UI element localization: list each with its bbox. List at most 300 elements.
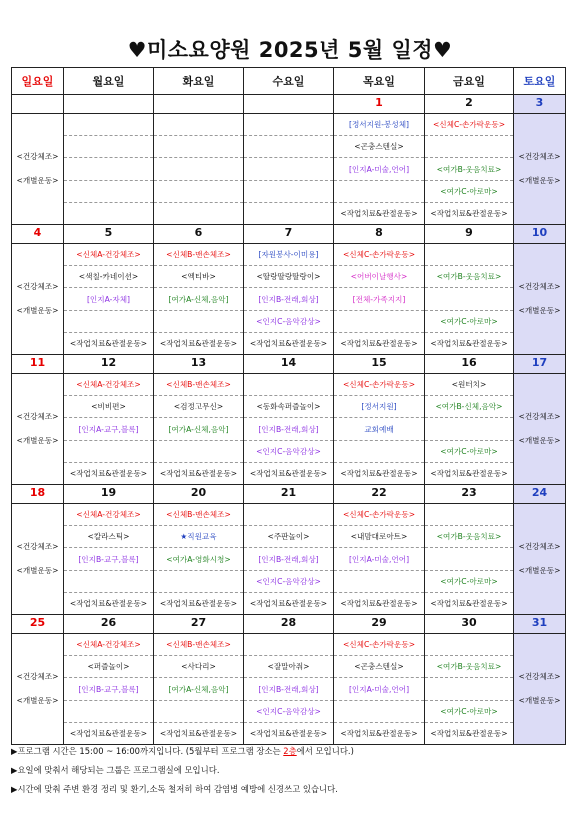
saturday-program: <개별운동> bbox=[518, 566, 561, 575]
week-program-row bbox=[12, 244, 566, 355]
program-list bbox=[244, 504, 333, 614]
program-slot bbox=[64, 441, 153, 463]
program-item: <여가C-아로마> bbox=[440, 706, 498, 716]
note-1-text-end: 에서 모입니다.) bbox=[296, 746, 354, 756]
program-item: [정서지원-봉성체] bbox=[348, 120, 409, 130]
program-slot bbox=[244, 181, 333, 203]
program-list bbox=[64, 504, 153, 614]
program-item: <작업치료&관절운동> bbox=[159, 598, 238, 608]
program-slot bbox=[64, 396, 153, 418]
program-slot bbox=[154, 441, 243, 463]
week-date-row bbox=[12, 485, 566, 504]
program-list bbox=[425, 244, 513, 354]
program-item: <작업치료&관절운동> bbox=[430, 338, 508, 348]
day-programs bbox=[244, 634, 334, 745]
program-slot bbox=[154, 504, 243, 526]
program-item: <동화속퍼즐놀이> bbox=[256, 402, 321, 412]
program-slot bbox=[64, 203, 153, 224]
program-slot bbox=[425, 266, 513, 288]
program-item: <작업치료&관절운동> bbox=[159, 728, 238, 738]
program-list bbox=[64, 374, 153, 484]
program-slot bbox=[334, 701, 424, 723]
sunday-programs bbox=[12, 634, 64, 745]
date-number: 4 bbox=[12, 225, 64, 244]
day-programs bbox=[425, 634, 514, 745]
program-slot bbox=[334, 244, 424, 266]
date-number: 31 bbox=[514, 615, 566, 634]
program-item: <인지C-음악감상> bbox=[256, 576, 321, 586]
program-item: <신체C-손가락운동> bbox=[342, 640, 416, 650]
program-slot bbox=[425, 244, 513, 266]
date-number: 30 bbox=[425, 615, 514, 634]
program-item: [인지A-미술,언어] bbox=[348, 684, 410, 694]
program-item: <신체B-맨손체조> bbox=[166, 380, 231, 390]
program-slot bbox=[64, 701, 153, 723]
program-item: <여가A-영화시청> bbox=[166, 554, 231, 564]
program-slot bbox=[425, 158, 513, 180]
program-item: [인지B-교구,블록] bbox=[78, 554, 139, 564]
saturday-program: <개별운동> bbox=[518, 696, 561, 705]
saturday-programs bbox=[514, 244, 566, 355]
saturday-program: <건강체조> bbox=[518, 672, 561, 681]
program-slot bbox=[425, 634, 513, 656]
weekday-saturday: 토요일 bbox=[514, 68, 566, 95]
program-slot bbox=[154, 158, 243, 180]
saturday-program: <건강체조> bbox=[518, 542, 561, 551]
program-item: <신체C-손가락운동> bbox=[432, 120, 506, 130]
program-slot bbox=[425, 136, 513, 158]
program-item: <여가B-웃음치료> bbox=[436, 164, 502, 174]
program-slot bbox=[425, 374, 513, 396]
program-slot bbox=[334, 136, 424, 158]
program-slot bbox=[154, 288, 243, 310]
program-slot bbox=[244, 114, 333, 136]
saturday-programs bbox=[514, 504, 566, 615]
program-item: <여가C-아로마> bbox=[440, 446, 498, 456]
program-slot bbox=[425, 571, 513, 593]
sunday-program-list bbox=[12, 504, 63, 614]
program-item: <색칠-카네이션> bbox=[78, 272, 139, 282]
program-slot bbox=[244, 571, 333, 593]
week-date-row bbox=[12, 225, 566, 244]
weekday-wednesday: 수요일 bbox=[244, 68, 334, 95]
note-line-1 bbox=[11, 742, 571, 761]
program-slot bbox=[334, 463, 424, 484]
date-number: 26 bbox=[64, 615, 154, 634]
sunday-programs bbox=[12, 374, 64, 485]
program-item: <작업치료&관절운동> bbox=[69, 598, 148, 608]
date-number: 21 bbox=[244, 485, 334, 504]
program-slot bbox=[425, 203, 513, 224]
program-list bbox=[154, 504, 243, 614]
day-programs bbox=[244, 244, 334, 355]
program-item: <신체A-건강체조> bbox=[76, 640, 141, 650]
note-1-text: ▶프로그램 시간은 15:00 ~ 16:00까지입니다. (5월부터 프로그램 장소는 bbox=[11, 746, 284, 756]
day-programs bbox=[425, 114, 514, 225]
program-item: 교회예배 bbox=[364, 424, 394, 434]
program-slot bbox=[154, 723, 243, 744]
date-number: 15 bbox=[334, 355, 425, 374]
program-slot bbox=[154, 593, 243, 614]
program-item: <엑티바> bbox=[181, 272, 216, 282]
sunday-program: <개별운동> bbox=[16, 306, 59, 315]
saturday-program-list bbox=[514, 634, 565, 744]
program-item: <신체B-맨손체조> bbox=[166, 250, 231, 260]
date-number: 2 bbox=[425, 95, 514, 114]
date-number: 20 bbox=[154, 485, 244, 504]
saturday-programs bbox=[514, 114, 566, 225]
program-item: [여가A-신체,음악] bbox=[168, 294, 229, 304]
program-slot bbox=[425, 114, 513, 136]
program-item: [인지B-전래,회상] bbox=[258, 554, 319, 564]
date-number bbox=[244, 95, 334, 114]
program-slot bbox=[244, 463, 333, 484]
program-slot bbox=[154, 311, 243, 333]
program-item: <작업치료&관절운동> bbox=[159, 338, 238, 348]
program-slot bbox=[334, 441, 424, 463]
sunday-programs bbox=[12, 114, 64, 225]
program-item: [인지A-자체] bbox=[86, 294, 131, 304]
date-number: 17 bbox=[514, 355, 566, 374]
day-programs bbox=[425, 504, 514, 615]
program-slot bbox=[425, 723, 513, 744]
day-programs bbox=[334, 244, 425, 355]
weekday-monday: 월요일 bbox=[64, 68, 154, 95]
program-slot bbox=[334, 181, 424, 203]
weekday-sunday: 일요일 bbox=[12, 68, 64, 95]
program-slot bbox=[244, 136, 333, 158]
program-slot bbox=[334, 548, 424, 570]
program-slot bbox=[154, 266, 243, 288]
day-programs bbox=[64, 114, 154, 225]
saturday-program: <건강체조> bbox=[518, 152, 561, 161]
saturday-program: <건강체조> bbox=[518, 412, 561, 421]
date-number: 6 bbox=[154, 225, 244, 244]
program-slot bbox=[334, 374, 424, 396]
day-programs bbox=[334, 504, 425, 615]
program-list bbox=[334, 114, 424, 224]
program-item: <작업치료&관절운동> bbox=[159, 468, 238, 478]
date-number: 8 bbox=[334, 225, 425, 244]
program-slot bbox=[425, 333, 513, 354]
program-item: <딸랑딸랑딸랑이> bbox=[256, 272, 321, 282]
date-number: 29 bbox=[334, 615, 425, 634]
program-slot bbox=[425, 678, 513, 700]
date-number bbox=[12, 95, 64, 114]
program-item: <신체A-건강체조> bbox=[76, 510, 141, 520]
program-list bbox=[64, 634, 153, 744]
date-number: 7 bbox=[244, 225, 334, 244]
program-item: <주판놀이> bbox=[267, 532, 310, 542]
week-program-row bbox=[12, 114, 566, 225]
program-slot bbox=[154, 181, 243, 203]
date-number: 10 bbox=[514, 225, 566, 244]
date-number: 16 bbox=[425, 355, 514, 374]
program-slot bbox=[425, 418, 513, 440]
program-slot bbox=[244, 288, 333, 310]
program-slot bbox=[334, 526, 424, 548]
day-programs bbox=[64, 244, 154, 355]
program-item: <인지C-음악감상> bbox=[256, 706, 321, 716]
program-slot bbox=[334, 634, 424, 656]
sunday-program: <개별운동> bbox=[16, 566, 59, 575]
program-slot bbox=[154, 136, 243, 158]
date-number: 18 bbox=[12, 485, 64, 504]
program-slot bbox=[244, 333, 333, 354]
day-programs bbox=[425, 374, 514, 485]
day-programs bbox=[334, 374, 425, 485]
program-slot bbox=[425, 396, 513, 418]
date-number bbox=[64, 95, 154, 114]
sunday-program-list bbox=[12, 634, 63, 744]
day-programs bbox=[334, 114, 425, 225]
program-item: <작업치료&관절운동> bbox=[340, 208, 418, 218]
program-item: <작업치료&관절운동> bbox=[69, 728, 148, 738]
program-slot bbox=[64, 374, 153, 396]
program-slot bbox=[244, 158, 333, 180]
saturday-program: <개별운동> bbox=[518, 306, 561, 315]
program-item: <작업치료&관절운동> bbox=[249, 598, 328, 608]
program-slot bbox=[64, 463, 153, 484]
day-programs bbox=[154, 634, 244, 745]
date-number: 11 bbox=[12, 355, 64, 374]
program-slot bbox=[244, 374, 333, 396]
saturday-program: <건강체조> bbox=[518, 282, 561, 291]
program-list bbox=[244, 374, 333, 484]
program-slot bbox=[64, 526, 153, 548]
saturday-program: <개별운동> bbox=[518, 436, 561, 445]
program-slot bbox=[244, 266, 333, 288]
program-slot bbox=[244, 418, 333, 440]
program-item: <원터치> bbox=[451, 380, 487, 390]
program-item: <여가B-웃음치료> bbox=[436, 662, 502, 672]
weekday-tuesday: 화요일 bbox=[154, 68, 244, 95]
program-list bbox=[425, 634, 513, 744]
program-slot bbox=[64, 656, 153, 678]
program-item: [여가A-신체,음악] bbox=[168, 424, 229, 434]
program-list bbox=[425, 374, 513, 484]
sunday-program: <개별운동> bbox=[16, 436, 59, 445]
program-slot bbox=[425, 504, 513, 526]
program-slot bbox=[334, 311, 424, 333]
program-slot bbox=[244, 441, 333, 463]
program-slot bbox=[425, 548, 513, 570]
program-slot bbox=[334, 333, 424, 354]
program-slot bbox=[64, 548, 153, 570]
program-item: <작업치료&관절운동> bbox=[340, 468, 418, 478]
program-item: <작업치료&관절운동> bbox=[430, 208, 508, 218]
sunday-program: <건강체조> bbox=[16, 152, 59, 161]
date-number: 27 bbox=[154, 615, 244, 634]
date-number: 19 bbox=[64, 485, 154, 504]
program-slot bbox=[64, 136, 153, 158]
program-slot bbox=[154, 571, 243, 593]
program-list bbox=[425, 504, 513, 614]
program-list bbox=[244, 114, 333, 224]
sunday-programs bbox=[12, 504, 64, 615]
program-list bbox=[334, 374, 424, 484]
program-item: <신체B-맨손체조> bbox=[166, 510, 231, 520]
program-slot bbox=[425, 463, 513, 484]
program-item: <작업치료&관절운동> bbox=[249, 468, 328, 478]
date-number: 14 bbox=[244, 355, 334, 374]
calendar-table bbox=[11, 67, 566, 745]
date-number: 13 bbox=[154, 355, 244, 374]
program-slot bbox=[64, 114, 153, 136]
week-program-row bbox=[12, 374, 566, 485]
program-slot bbox=[244, 656, 333, 678]
program-list bbox=[64, 114, 153, 224]
program-list bbox=[154, 244, 243, 354]
program-slot bbox=[154, 374, 243, 396]
date-number: 24 bbox=[514, 485, 566, 504]
program-slot bbox=[425, 701, 513, 723]
program-slot bbox=[154, 333, 243, 354]
program-item: [인지B-전래,회상] bbox=[258, 684, 319, 694]
program-item: [인지A-교구,블록] bbox=[78, 424, 139, 434]
program-item: [인지B-전래,회상] bbox=[258, 294, 319, 304]
program-item: <칼라스틱> bbox=[87, 532, 130, 542]
sunday-program-list bbox=[12, 244, 63, 354]
day-programs bbox=[244, 114, 334, 225]
program-item: <작업치료&관절운동> bbox=[340, 728, 418, 738]
program-slot bbox=[244, 244, 333, 266]
week-date-row bbox=[12, 615, 566, 634]
program-slot bbox=[244, 678, 333, 700]
program-slot bbox=[425, 526, 513, 548]
program-item: <신체A-건강체조> bbox=[76, 250, 141, 260]
program-list bbox=[334, 634, 424, 744]
program-slot bbox=[154, 463, 243, 484]
note-1-highlight: 2층 bbox=[283, 746, 297, 756]
program-slot bbox=[244, 548, 333, 570]
program-slot bbox=[154, 203, 243, 224]
program-list bbox=[154, 114, 243, 224]
program-item: <곤충스텐실> bbox=[354, 662, 404, 672]
sunday-program-list bbox=[12, 114, 63, 224]
program-slot bbox=[244, 396, 333, 418]
program-item: [인지A-미술,언어] bbox=[348, 554, 410, 564]
program-slot bbox=[154, 634, 243, 656]
program-slot bbox=[154, 656, 243, 678]
program-item: <인지C-음악감상> bbox=[256, 316, 321, 326]
program-slot bbox=[154, 114, 243, 136]
program-item: <여가B-웃음치료> bbox=[436, 532, 502, 542]
program-item: <작업치료&관절운동> bbox=[69, 468, 148, 478]
program-item: [인지B-교구,블록] bbox=[78, 684, 139, 694]
program-slot bbox=[64, 634, 153, 656]
program-list bbox=[154, 374, 243, 484]
note-line-3: ▶시간에 맞춰 주변 환경 정리 및 환기,소독 철저히 하여 감염병 예방에 신경쓰고 있습니다. bbox=[11, 784, 338, 794]
weekday-thursday: 목요일 bbox=[334, 68, 425, 95]
program-item: [여가A-신체,음악] bbox=[168, 684, 229, 694]
program-slot bbox=[64, 311, 153, 333]
sunday-program: <건강체조> bbox=[16, 282, 59, 291]
saturday-program-list bbox=[514, 504, 565, 614]
week-program-row bbox=[12, 504, 566, 615]
date-number: 25 bbox=[12, 615, 64, 634]
program-item: ★직원교육 bbox=[180, 532, 217, 542]
weekday-friday: 금요일 bbox=[425, 68, 514, 95]
program-slot bbox=[244, 593, 333, 614]
page-title: ♥미소요양원 2025년 5월 일정♥ bbox=[127, 38, 453, 62]
program-item: <인지C-음악감상> bbox=[256, 446, 321, 456]
program-slot bbox=[64, 593, 153, 614]
day-programs bbox=[64, 504, 154, 615]
program-slot bbox=[154, 396, 243, 418]
day-programs bbox=[425, 244, 514, 355]
sunday-program: <건강체조> bbox=[16, 672, 59, 681]
saturday-program-list bbox=[514, 374, 565, 484]
program-item: <사다리> bbox=[181, 662, 216, 672]
program-slot bbox=[425, 181, 513, 203]
sunday-programs bbox=[12, 244, 64, 355]
program-slot bbox=[154, 678, 243, 700]
program-item: <여가C-아로마> bbox=[440, 186, 498, 196]
program-slot bbox=[154, 548, 243, 570]
program-slot bbox=[64, 158, 153, 180]
program-slot bbox=[334, 266, 424, 288]
program-item: <신체B-맨손체조> bbox=[166, 640, 231, 650]
saturday-program-list bbox=[514, 244, 565, 354]
program-item: [전체-가족지지] bbox=[352, 294, 406, 304]
program-item: <여가B-웃음치료> bbox=[436, 272, 502, 282]
program-slot bbox=[64, 571, 153, 593]
date-number: 3 bbox=[514, 95, 566, 114]
sunday-program: <개별운동> bbox=[16, 696, 59, 705]
program-slot bbox=[64, 723, 153, 744]
day-programs bbox=[154, 244, 244, 355]
sunday-program: <개별운동> bbox=[16, 176, 59, 185]
program-list bbox=[64, 244, 153, 354]
program-item: <잘말아줘> bbox=[267, 662, 310, 672]
date-number: 23 bbox=[425, 485, 514, 504]
program-slot bbox=[425, 656, 513, 678]
date-number: 5 bbox=[64, 225, 154, 244]
program-item: <작업치료&관절운동> bbox=[430, 728, 508, 738]
program-slot bbox=[244, 203, 333, 224]
program-item: <신체C-손가락운동> bbox=[342, 250, 416, 260]
program-slot bbox=[154, 526, 243, 548]
sunday-program: <건강체조> bbox=[16, 542, 59, 551]
day-programs bbox=[64, 634, 154, 745]
program-list bbox=[334, 504, 424, 614]
program-slot bbox=[244, 701, 333, 723]
program-item: <검정고무신> bbox=[173, 402, 224, 412]
day-programs bbox=[244, 374, 334, 485]
weekday-header-row bbox=[12, 68, 566, 95]
program-item: <작업치료&관절운동> bbox=[340, 338, 418, 348]
date-number: 28 bbox=[244, 615, 334, 634]
program-list bbox=[334, 244, 424, 354]
program-slot bbox=[64, 678, 153, 700]
program-slot bbox=[64, 333, 153, 354]
program-item: <비비편> bbox=[91, 402, 126, 412]
program-item: <어버이날행사> bbox=[350, 272, 408, 282]
sunday-program: <건강체조> bbox=[16, 412, 59, 421]
program-item: <작업치료&관절운동> bbox=[249, 338, 328, 348]
program-slot bbox=[64, 181, 153, 203]
program-item: <곤충스텐실> bbox=[354, 142, 404, 152]
program-slot bbox=[64, 244, 153, 266]
program-slot bbox=[334, 396, 424, 418]
day-programs bbox=[154, 374, 244, 485]
program-slot bbox=[425, 441, 513, 463]
program-list bbox=[244, 244, 333, 354]
program-item: <작업치료&관절운동> bbox=[249, 728, 328, 738]
day-programs bbox=[244, 504, 334, 615]
notes bbox=[11, 742, 571, 799]
